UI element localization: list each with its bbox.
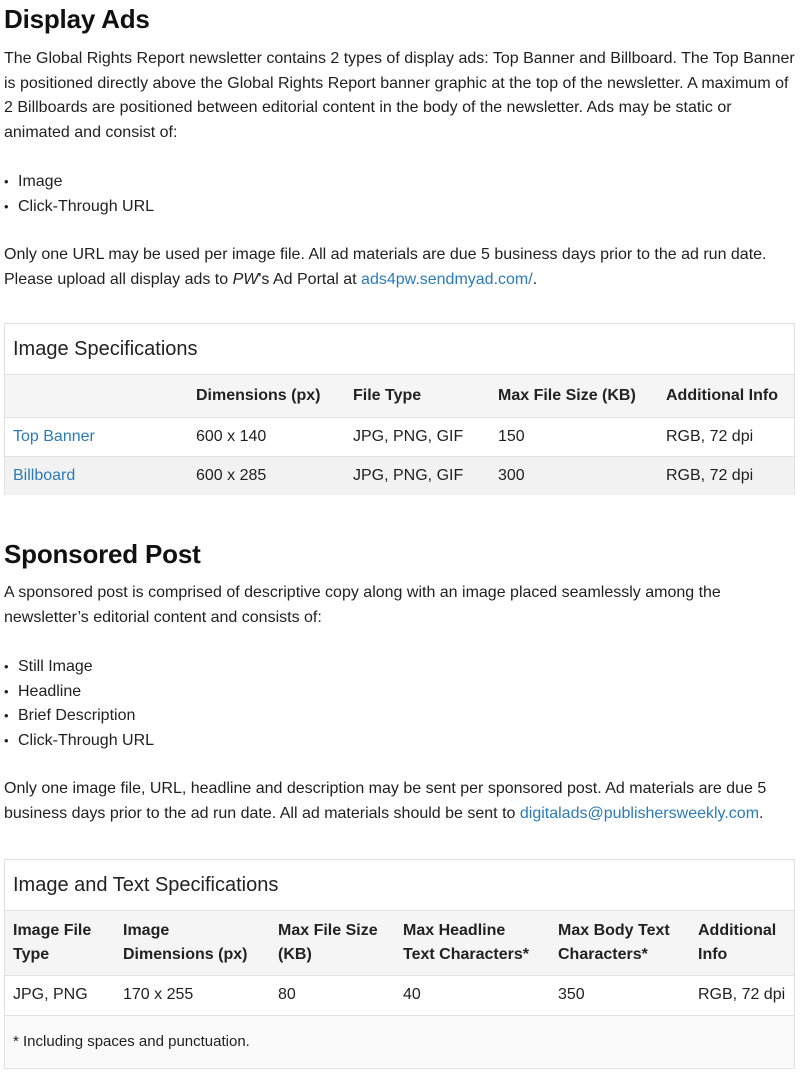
note-text: Only one URL may be used per image file. All ad materials are due 5 business days prior to the ad run date. Please upload all display ads to xyxy=(4,246,767,288)
image-specifications-title: Image Specifications xyxy=(5,324,794,375)
column-header: Image Dimensions (px) xyxy=(123,921,248,963)
image-and-text-specifications-title: Image and Text Specifications xyxy=(5,860,794,911)
sponsored-post-intro: A sponsored post is comprised of descriptive copy along with an image placed seamlessly among the newsletter’s editorial content and consists of: xyxy=(4,584,721,626)
note-text: . xyxy=(759,804,764,822)
table-header-row xyxy=(5,375,794,417)
column-header: Dimensions (px) xyxy=(196,386,321,404)
table-cell: 150 xyxy=(498,427,525,445)
image-specifications-table xyxy=(4,323,795,495)
sponsored-post-note xyxy=(4,777,795,826)
table-cell: 170 x 255 xyxy=(123,986,194,1003)
table-cell: RGB, 72 dpi xyxy=(666,466,754,484)
table-row xyxy=(5,975,794,1015)
display-ads-intro: The Global Rights Report newsletter contains 2 types of display ads: Top Banner and Billboard. The Top Banner is positioned directly above the Global Rights Report banner graphic at the top of the newsletter. A maximum of 2 Billboards are positioned between editorial content in the body of the newsletter. Ads may be static or animated and consist of: xyxy=(4,50,795,141)
footnote: * Including spaces and punctuation. xyxy=(13,1032,250,1050)
table-cell: RGB, 72 dpi xyxy=(698,986,786,1003)
column-header: Max File Size (KB) xyxy=(278,921,378,963)
column-header: Image File Type xyxy=(13,921,92,963)
billboard-link[interactable]: Billboard xyxy=(13,466,76,484)
column-header: File Type xyxy=(353,386,422,404)
table-cell: 80 xyxy=(278,986,296,1003)
table-header-row xyxy=(5,911,794,975)
note-text: . xyxy=(532,270,538,288)
table-cell: 350 xyxy=(558,986,585,1003)
top-banner-link[interactable]: Top Banner xyxy=(13,427,95,445)
display-ads-note xyxy=(4,243,795,292)
display-ads-components-list xyxy=(4,170,154,219)
list-item: • Click-Through URL xyxy=(4,195,154,220)
table-row xyxy=(5,456,794,495)
display-ads-heading: Display Ads xyxy=(4,4,150,34)
table-row xyxy=(5,417,794,456)
table-cell: 40 xyxy=(403,986,421,1003)
table-cell: JPG, PNG, GIF xyxy=(353,466,464,484)
table-cell: JPG, PNG xyxy=(13,986,88,1003)
note-text: Only one image file, URL, headline and description may be sent per sponsored post. Ad materials are due 5 business days prior to the ad run date. All ad materials should be sent to xyxy=(4,780,767,822)
digital-ads-email-link[interactable]: digitalads@publishersweekly.com xyxy=(519,804,760,822)
column-header: Max File Size (KB) xyxy=(498,386,636,404)
list-item: • Image xyxy=(4,170,154,195)
column-header: Additional Info xyxy=(666,386,778,404)
list-item: • Still Image xyxy=(4,655,154,680)
image-and-text-specifications-table xyxy=(4,859,795,1069)
sponsored-post-heading: Sponsored Post xyxy=(4,539,201,569)
ad-portal-link[interactable]: ads4pw.sendmyad.com/ xyxy=(361,270,533,288)
note-text: 's Ad Portal at xyxy=(258,270,362,288)
column-header: Additional Info xyxy=(698,921,777,963)
table-cell: RGB, 72 dpi xyxy=(666,427,754,445)
sponsored-post-components-list xyxy=(4,655,154,753)
list-item: • Brief Description xyxy=(4,704,154,729)
table-cell: 300 xyxy=(498,466,525,484)
footnote-row xyxy=(5,1015,794,1067)
list-item: • Headline xyxy=(4,680,154,705)
pw-abbrev: PW xyxy=(232,270,259,288)
table-cell: 600 x 140 xyxy=(196,427,267,445)
column-header: Max Headline Text Characters* xyxy=(403,921,529,963)
table-cell: 600 x 285 xyxy=(196,466,267,484)
column-header xyxy=(5,375,188,417)
column-header: Max Body Text Characters* xyxy=(558,921,670,963)
table-cell: JPG, PNG, GIF xyxy=(353,427,464,445)
list-item: • Click-Through URL xyxy=(4,729,154,754)
